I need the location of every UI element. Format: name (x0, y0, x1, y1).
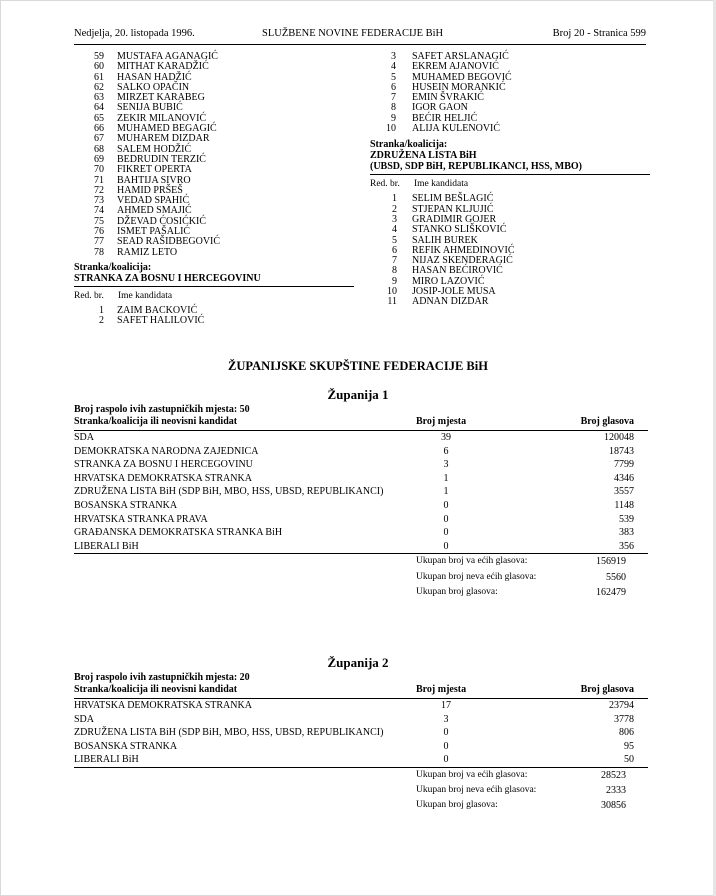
votes-cell: 356 (619, 540, 634, 552)
candidate-row (74, 73, 354, 83)
candidate-name: HASAN HADŽIĆ (117, 71, 192, 83)
candidate-number: 61 (94, 71, 104, 83)
candidate-name: BEDRUDIN TERZIĆ (117, 153, 206, 165)
candidate-row (74, 316, 354, 326)
votes-cell: 7799 (614, 459, 634, 471)
candidate-number: 9 (392, 275, 397, 287)
table-row (74, 458, 648, 472)
candidate-number: 68 (94, 143, 104, 155)
candidate-number: 70 (94, 164, 104, 176)
page-header (74, 28, 646, 42)
candidate-name: FIKRET OPERTA (117, 164, 192, 176)
left-column (74, 52, 354, 327)
candidate-row (74, 248, 354, 258)
votes-cell: 3778 (614, 713, 634, 725)
col-party: Stranka/koalicija ili neovisni kandidat (74, 684, 238, 695)
candidate-number: 3 (392, 213, 397, 225)
candidate-name: MUHAMED BEGOVIĆ (412, 71, 512, 83)
candidate-row (74, 134, 354, 144)
table-header (74, 416, 648, 428)
candidate-number: 64 (94, 102, 104, 114)
candidate-name: ZEKIR MILANOVIĆ (117, 112, 207, 124)
col-red-br: Red. br. (74, 290, 104, 301)
candidate-list-continued (370, 52, 650, 134)
candidate-name: ISMET PAŠALIĆ (117, 226, 191, 238)
candidate-name: IGOR GAON (412, 102, 468, 114)
candidate-number: 9 (391, 112, 396, 124)
candidate-number: 1 (392, 193, 397, 205)
table-row (74, 526, 648, 540)
table-row (74, 540, 648, 554)
table-row (74, 740, 648, 754)
candidate-number: 73 (94, 195, 104, 207)
candidate-number: 67 (94, 133, 104, 145)
total-value: 162479 (596, 586, 626, 598)
candidate-name: NIJAZ SKENDERAGIĆ (412, 255, 513, 267)
candidate-number: 5 (392, 234, 397, 246)
seats-cell: 3 (443, 459, 449, 471)
party-cell: STRANKA ZA BOSNU I HERCEGOVINU (74, 459, 253, 471)
votes-cell: 383 (619, 527, 634, 539)
seats-cell: 17 (441, 700, 451, 711)
total-value: 156919 (596, 556, 626, 568)
candidate-name: SALIH BUREK (412, 234, 478, 246)
candidate-row (74, 306, 354, 316)
candidate-name: SEAD RAŠIDBEGOVIĆ (117, 236, 221, 248)
results-rows (74, 699, 648, 767)
candidate-name: HASAN BEĆIROVIĆ (412, 265, 503, 277)
total-row (74, 570, 648, 585)
section-title: ŽUPANIJSKE SKUPŠTINE FEDERACIJE BiH (228, 359, 488, 373)
seats-cell: 3 (443, 713, 449, 725)
votes-cell: 4346 (614, 472, 634, 484)
totals (74, 768, 648, 814)
col-ime-kandidata: Ime kandidata (118, 290, 173, 301)
total-value: 28523 (601, 769, 626, 781)
candidate-number: 60 (94, 61, 104, 73)
candidate-name: MIRO LAZOVIĆ (412, 275, 485, 287)
candidate-name: MUSTAFA AGANAGIĆ (117, 51, 218, 62)
seats-cell: 0 (443, 740, 449, 752)
seats-available: Broj raspolo ivih zastupničkih mjesta: 20 (74, 672, 250, 683)
table-row (74, 713, 648, 727)
candidate-name: MUHAMED BEGAGIĆ (117, 123, 217, 135)
seats-cell: 39 (441, 432, 451, 443)
votes-cell: 23794 (609, 700, 634, 711)
candidate-name: EKREM AJANOVIĆ (412, 61, 499, 73)
candidate-name: MUHAREM DIZDAR (117, 133, 210, 145)
votes-cell: 539 (619, 513, 634, 525)
header-title: SLUŽBENE NOVINE FEDERACIJE BiH (262, 28, 444, 39)
total-value: 5560 (606, 571, 626, 583)
candidate-name: HUSEIN MORANKIĆ (412, 81, 506, 93)
table-row (74, 726, 648, 740)
candidate-row (74, 176, 354, 186)
candidate-number: 62 (94, 81, 104, 93)
candidate-row (74, 206, 354, 216)
party-cell: GRAĐANSKA DEMOKRATSKA STRANKA BiH (74, 527, 283, 539)
table-row (74, 753, 648, 767)
seats-cell: 0 (443, 540, 449, 552)
candidate-number: 6 (392, 244, 397, 256)
right-column (370, 52, 650, 308)
candidate-name: BEĆIR HELJIĆ (412, 112, 478, 124)
table-row (74, 485, 648, 499)
table-row (74, 472, 648, 486)
party-rule (74, 286, 354, 287)
header-rule (74, 44, 646, 45)
candidate-name: ADNAN DIZDAR (412, 296, 489, 308)
candidate-number: 10 (387, 286, 397, 298)
votes-cell: 18743 (609, 445, 634, 457)
candidate-name: ZAIM BACKOVIĆ (117, 304, 198, 316)
candidate-row (74, 165, 354, 175)
party-cell: SDA (74, 713, 95, 725)
total-label: Ukupan broj va ećih glasova: (416, 769, 528, 780)
votes-cell: 3557 (614, 486, 634, 498)
votes-cell: 120048 (604, 432, 634, 443)
candidate-name: STJEPAN KLJUJIĆ (412, 203, 494, 215)
candidate-number: 75 (94, 215, 104, 227)
total-row (74, 783, 648, 798)
candidate-number: 3 (391, 51, 396, 62)
candidate-number: 4 (391, 61, 396, 73)
party-cell: SDA (74, 432, 95, 443)
total-row (74, 554, 648, 569)
seats-available: Broj raspolo ivih zastupničkih mjesta: 50 (74, 404, 250, 415)
candidate-name: SALEM HODŽIĆ (117, 143, 192, 155)
candidate-number: 59 (94, 51, 104, 62)
party-cell: BOSANSKA STRANKA (74, 499, 178, 511)
candidate-number: 4 (392, 224, 397, 236)
candidate-name: HAMID PRŠEŠ (117, 184, 183, 196)
candidate-list (370, 194, 650, 307)
seats-cell: 6 (443, 445, 449, 457)
seats-cell: 0 (443, 754, 449, 766)
candidate-row (74, 83, 354, 93)
candidate-number: 71 (94, 174, 104, 186)
table-header (74, 684, 648, 696)
candidate-name: STANKO SLIŠKOVIĆ (412, 224, 507, 236)
total-value: 2333 (606, 785, 626, 797)
candidate-number: 72 (94, 184, 104, 196)
votes-cell: 806 (619, 727, 634, 739)
candidate-number: 7 (391, 92, 396, 104)
candidate-name: BAHTIJA SIVRO (117, 174, 191, 186)
candidate-number: 7 (392, 255, 397, 267)
table-row (74, 513, 648, 527)
party-cell: DEMOKRATSKA NARODNA ZAJEDNICA (74, 445, 259, 457)
party-label: Stranka/koalicija: (74, 261, 152, 273)
candidate-row (370, 297, 650, 307)
candidate-row (74, 196, 354, 206)
candidate-list-continued (74, 52, 354, 258)
candidate-name: SAFET ARSLANAGIĆ (412, 51, 509, 62)
votes-cell: 50 (624, 754, 634, 766)
candidate-number: 78 (94, 246, 104, 258)
table-row (74, 445, 648, 459)
seats-cell: 0 (443, 499, 449, 511)
candidate-row (74, 103, 354, 113)
candidate-row (74, 155, 354, 165)
candidate-number: 11 (387, 296, 397, 308)
total-value: 30856 (601, 800, 626, 812)
col-ime-kandidata: Ime kandidata (414, 179, 469, 190)
candidate-number: 6 (391, 81, 396, 93)
totals (74, 554, 648, 600)
party-cell: BOSANSKA STRANKA (74, 740, 178, 752)
party-rule (370, 174, 650, 175)
candidate-number: 69 (94, 153, 104, 165)
party-name: ZDRUŽENA LISTA BiH (370, 150, 477, 162)
total-label: Ukupan broj neva ećih glasova: (416, 571, 537, 582)
candidate-number: 77 (94, 236, 104, 248)
candidate-name: EMIN ŠVRAKIĆ (412, 92, 484, 104)
candidate-row (74, 93, 354, 103)
party-name-members: (UBSD, SDP BiH, REPUBLIKANCI, HSS, MBO) (370, 161, 582, 173)
candidate-number: 1 (99, 304, 104, 316)
candidate-name: SELIM BEŠLAGIĆ (412, 193, 494, 205)
candidate-name: SENIJA BUBIĆ (117, 102, 183, 114)
candidate-number: 8 (391, 102, 396, 114)
header-date: Nedjelja, 20. listopada 1996. (74, 28, 195, 39)
total-label: Ukupan broj neva ećih glasova: (416, 785, 537, 796)
candidate-number: 63 (94, 92, 104, 104)
seats-cell: 0 (443, 513, 449, 525)
zupanija-2-table (74, 672, 648, 814)
candidate-name: MITHAT KARADŽIĆ (117, 61, 209, 73)
candidate-row (74, 217, 354, 227)
total-row (74, 585, 648, 600)
party-cell: HRVATSKA DEMOKRATSKA STRANKA (74, 700, 252, 711)
candidate-name: SAFET HALILOVIĆ (117, 315, 205, 327)
candidate-number: 5 (391, 71, 396, 83)
candidate-name: DŽEVAD ĆOSIĆKIĆ (117, 215, 206, 227)
candidate-number: 76 (94, 226, 104, 238)
col-votes: Broj glasova (580, 416, 634, 427)
seats-cell: 0 (443, 727, 449, 739)
party-cell: LIBERALI BiH (74, 540, 139, 552)
votes-cell: 1148 (614, 499, 634, 511)
candidate-list (74, 306, 354, 327)
party-cell: LIBERALI BiH (74, 754, 139, 766)
total-label: Ukupan broj va ećih glasova: (416, 556, 528, 567)
party-cell: HRVATSKA DEMOKRATSKA STRANKA (74, 472, 252, 484)
table-row (74, 699, 648, 713)
table-row (74, 431, 648, 445)
candidate-name: RAMIZ LETO (117, 246, 178, 258)
total-label: Ukupan broj glasova: (416, 586, 498, 597)
party-cell: HRVATSKA STRANKA PRAVA (74, 513, 208, 525)
candidate-name: AHMED SMAJIĆ (117, 205, 192, 217)
votes-cell: 95 (624, 740, 634, 752)
candidate-row (74, 62, 354, 72)
candidate-row (74, 186, 354, 196)
candidate-number: 2 (99, 315, 104, 327)
party-name: STRANKA ZA BOSNU I HERCEGOVINU (74, 272, 261, 284)
candidate-name: SALKO OPAČIN (117, 81, 190, 93)
total-row (74, 768, 648, 783)
candidate-row (74, 145, 354, 155)
candidate-number: 2 (392, 203, 397, 215)
seats-cell: 1 (443, 472, 449, 484)
col-party: Stranka/koalicija ili neovisni kandidat (74, 416, 238, 427)
zupanija-1-title: Županija 1 (327, 387, 389, 402)
party-label: Stranka/koalicija: (370, 139, 448, 151)
candidate-name: ALIJA KULENOVIĆ (412, 123, 501, 135)
col-seats: Broj mjesta (416, 416, 467, 427)
candidate-row (74, 124, 354, 134)
candidate-list-header (370, 179, 650, 190)
candidate-name: REFIK AHMEDINOVIĆ (412, 244, 515, 256)
seats-cell: 0 (443, 527, 449, 539)
header-page-number: Broj 20 - Stranica 599 (552, 28, 646, 39)
candidate-row (74, 52, 354, 62)
candidate-row (370, 124, 650, 134)
total-row (74, 798, 648, 813)
candidate-name: GRADIMIR GOJER (412, 213, 497, 225)
results-rows (74, 431, 648, 553)
candidate-name: JOSIP-JOLE MUSA (412, 286, 496, 298)
candidate-row (74, 237, 354, 247)
table-row (74, 499, 648, 513)
zupanija-2-title: Županija 2 (327, 655, 389, 670)
candidate-number: 65 (94, 112, 104, 124)
candidate-list-header (74, 291, 354, 302)
candidate-name: MIRZET KARABEG (117, 92, 205, 104)
col-red-br: Red. br. (370, 179, 400, 190)
candidate-number: 8 (392, 265, 397, 277)
zupanija-1-table (74, 404, 648, 600)
party-cell: ZDRUŽENA LISTA BiH (SDP BiH, MBO, HSS, UBSD, REPUBLIKANCI) (74, 486, 384, 498)
party-cell: ZDRUŽENA LISTA BiH (SDP BiH, MBO, HSS, UBSD, REPUBLIKANCI) (74, 727, 384, 739)
candidate-number: 10 (386, 123, 396, 135)
total-label: Ukupan broj glasova: (416, 800, 498, 811)
col-votes: Broj glasova (580, 684, 634, 695)
candidate-number: 74 (94, 205, 104, 217)
candidate-name: VEDAD SPAHIĆ (117, 195, 190, 207)
col-seats: Broj mjesta (416, 684, 467, 695)
seats-cell: 1 (443, 486, 449, 498)
candidate-number: 66 (94, 123, 104, 135)
